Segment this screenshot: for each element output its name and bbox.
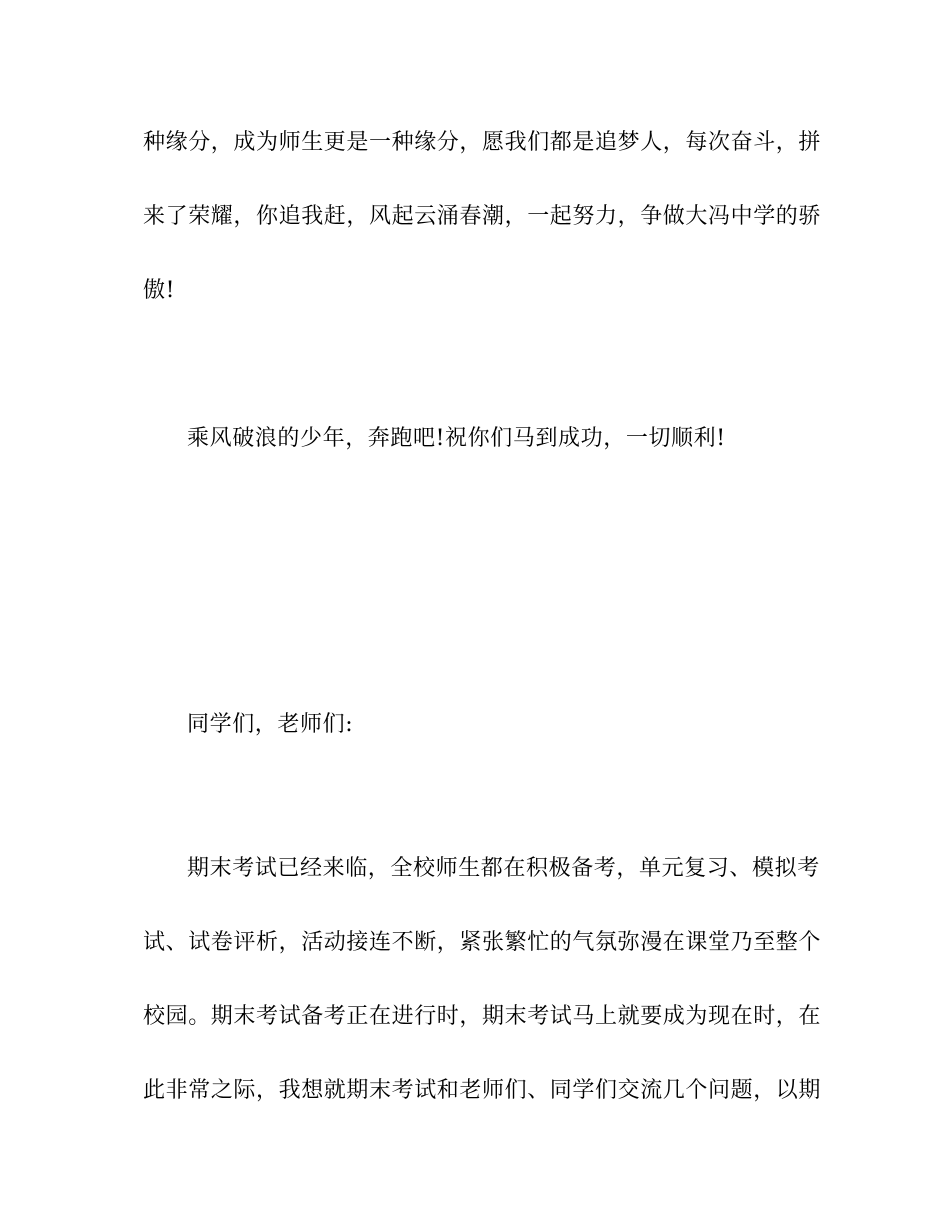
paragraph-3-line-3: 校园。期末考试备考正在进行时，期末考试马上就要成为现在时，在: [143, 1004, 822, 1029]
paragraph-3-line-1: 期末考试已经来临，全校师生都在积极备考，单元复习、模拟考: [187, 856, 820, 881]
paragraph-1-line-2: 来了荣耀，你追我赶，风起云涌春潮，一起努力，争做大冯中学的骄: [143, 204, 822, 229]
paragraph-3-line-2: 试、试卷评析，活动接连不断，紧张繁忙的气氛弥漫在课堂乃至整个: [143, 930, 822, 955]
paragraph-1-line-1: 种缘分，成为师生更是一种缘分，愿我们都是追梦人，每次奋斗，拼: [143, 130, 822, 155]
salutation: 同学们，老师们:: [187, 712, 354, 737]
paragraph-3-line-4: 此非常之际，我想就期末考试和老师们、同学们交流几个问题，以期: [143, 1078, 822, 1103]
paragraph-2-line-1: 乘风破浪的少年，奔跑吧!祝你们马到成功，一切顺利!: [187, 426, 726, 451]
paragraph-1-line-3: 傲!: [143, 278, 176, 303]
